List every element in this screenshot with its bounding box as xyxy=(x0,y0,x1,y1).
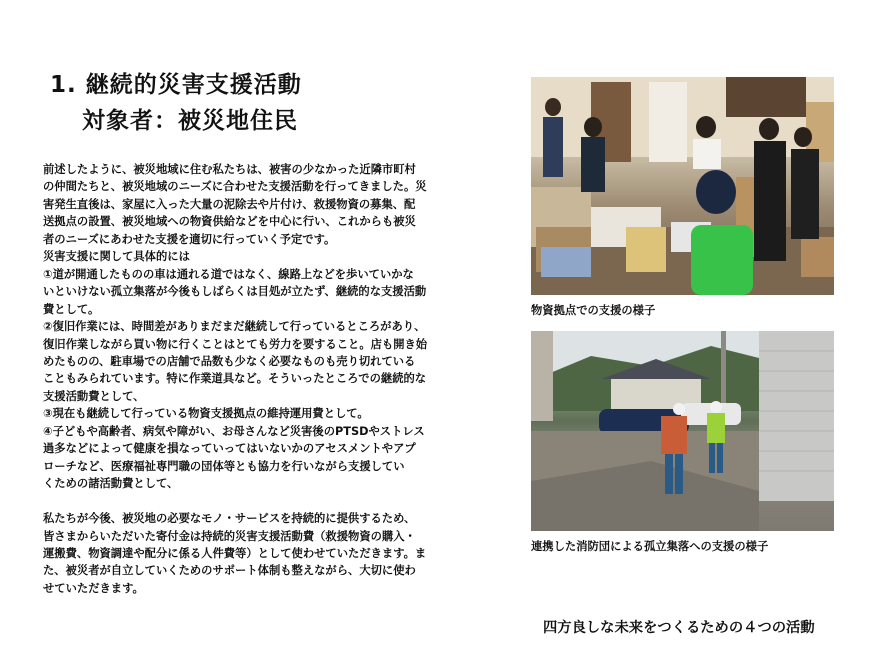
body-line: 復旧作業しながら買い物に行くことはとても労力を要すること。店も開き始 xyxy=(43,337,428,351)
target-audience-heading: 対象者：被災地住民 xyxy=(82,108,298,134)
body-line: 支援活動費として、 xyxy=(43,389,145,403)
body-line xyxy=(43,493,463,510)
body-line: 災害支援に関して具体的には xyxy=(43,250,190,264)
footer-title: 四方良しな未来をつくるための４つの活動 xyxy=(543,620,815,636)
body-line: こともみられています。特に作業道具など。そういったところでの継続的な xyxy=(43,372,427,386)
body-line: 運搬費、物資調達や配分に係る人件費等）として使わせていただきます。ま xyxy=(43,546,427,560)
body-line: 私たちが今後、被災地の必要なモノ・サービスを持続的に提供するため、 xyxy=(43,512,416,526)
section-title: 1. 継続的災害支援活動 xyxy=(50,72,302,98)
fire-brigade-caption: 連携した消防団による孤立集落への支援の様子 xyxy=(531,540,769,553)
body-line: 送拠点の設置、被災地域への物資供給などを中心に行い、これからも被災 xyxy=(43,215,416,229)
supply-base-caption: 物資拠点での支援の様子 xyxy=(531,304,656,317)
body-line: た、被災者が自立していくためのサポート体制も整えながら、大切に使わ xyxy=(43,564,416,578)
body-line: ローチなど、医療福祉専門職の団体等とも協力を行いながら支援してい xyxy=(43,459,405,473)
body-line: 者のニーズにあわせた支援を適切に行っていく予定です。 xyxy=(43,232,336,246)
supply-base-photo-illustration xyxy=(531,77,834,295)
body-line: せていただきます。 xyxy=(43,581,144,595)
fire-brigade-photo-illustration xyxy=(531,331,834,531)
body-line: くための諸活動費として、 xyxy=(43,477,179,491)
body-line: 過多などによって健康を損なっていってはいないかのアセスメントやアプ xyxy=(43,442,416,456)
body-line: 害発生直後は、家屋に入った大量の泥除去や片付け、救援物資の募集、配 xyxy=(43,197,416,211)
body-line: ①道が開通したものの車は通れる道ではなく、線路上などを歩いていかな xyxy=(43,267,414,281)
body-line: ③現在も継続して行っている物資支援拠点の維持運用費として。 xyxy=(43,407,369,421)
supply-base-photo xyxy=(531,77,834,295)
body-line: ②復旧作業には、時間差がありまだまだ継続して行っているところがあり、 xyxy=(43,320,426,334)
fire-brigade-photo xyxy=(531,331,834,531)
body-line: ④子どもや高齢者、病気や障がい、お母さんなど災害後のPTSDやストレス xyxy=(43,424,425,438)
body-line: 皆さまからいただいた寄付金は持続的災害支援活動費（救援物資の購入・ xyxy=(43,529,416,543)
body-line: 費として。 xyxy=(43,302,100,316)
body-line: の仲間たちと、被災地域のニーズに合わせた支援活動を行ってきました。災 xyxy=(43,180,427,194)
body-line: いといけない孤立集落が今後もしばらくは目処が立たず、継続的な支援活動 xyxy=(43,285,427,299)
body-paragraphs xyxy=(43,161,463,597)
body-line: 前述したように、被災地域に住む私たちは、被害の少なかった近隣市町村 xyxy=(43,163,416,176)
body-line: めたものの、駐車場での店舗で品数も少なく必要なものも売り切れている xyxy=(43,354,416,368)
